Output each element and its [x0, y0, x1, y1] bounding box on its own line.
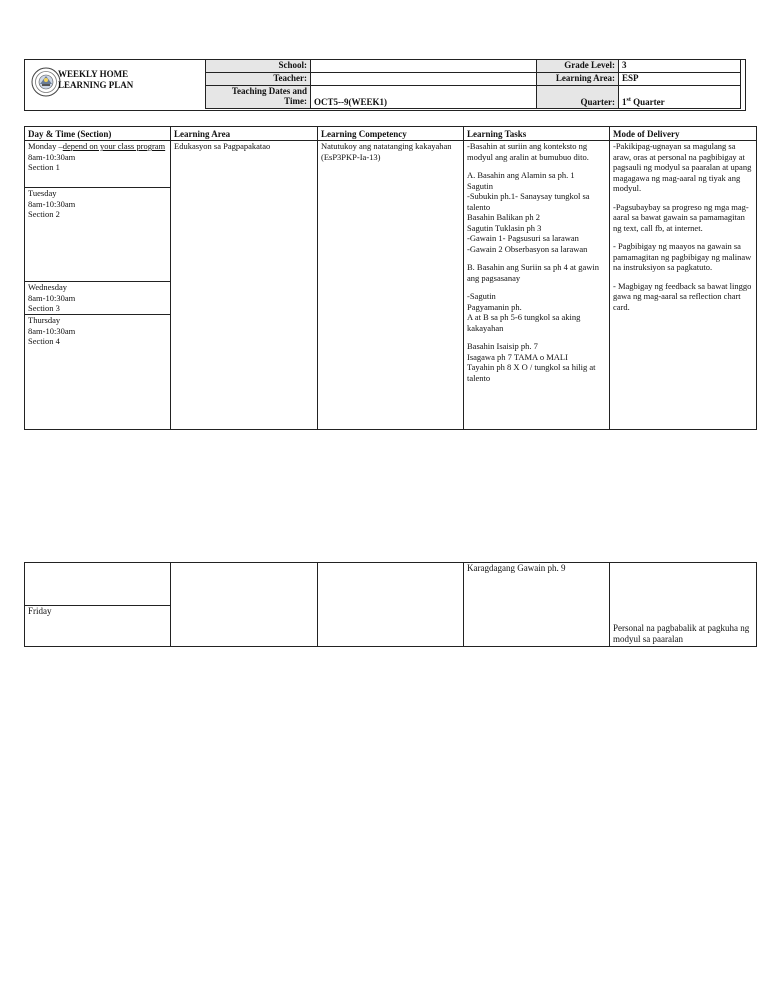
monday-section: Section 1	[28, 162, 60, 172]
quarter-suffix: st	[626, 97, 631, 103]
cell-monday	[25, 141, 171, 188]
quarter-text: Quarter	[630, 97, 665, 107]
grade-level-label: Grade Level:	[537, 60, 619, 73]
cell-friday-competency	[318, 563, 464, 647]
quarter-label: Quarter:	[537, 86, 619, 109]
task-line: Pagyamanin ph.	[467, 301, 522, 312]
task-line: -Subukin ph.1- Sanaysay tungkol sa talento	[467, 191, 590, 212]
delivery-line: -Pagsubaybay sa progreso ng mga mag-aaral sa bawat gawain sa pamamagitan ng text, call fb, at internet.	[613, 201, 749, 233]
task-line	[467, 254, 606, 262]
tuesday-time: 8am-10:30am	[28, 198, 76, 209]
task-line	[467, 283, 606, 291]
col-header-learning-competency: Learning Competency	[318, 127, 464, 141]
monday-label: Monday –	[28, 141, 63, 151]
cell-mode-of-delivery	[610, 141, 757, 430]
monday-time: 8am-10:30am	[28, 151, 76, 162]
delivery-line: - Pagbibigay ng maayos na gawain sa pamamagitan ng pagbibigay ng malinaw na instruksiyon sa pagkatuto.	[613, 241, 752, 272]
monday-note: depend on your class program	[62, 141, 166, 151]
cell-friday-delivery: Personal na pagbabalik at pagkuha ng modyul sa paaralan	[610, 563, 757, 647]
teacher-value	[311, 73, 537, 86]
quarter-value	[619, 86, 741, 109]
deped-seal-icon	[31, 67, 61, 97]
task-line: -Sagutin	[467, 291, 496, 301]
cell-tuesday	[25, 188, 171, 282]
teaching-dates-label-line1: Teaching Dates and	[231, 86, 307, 96]
teacher-label: Teacher:	[206, 73, 311, 86]
cell-friday-blank	[25, 563, 171, 606]
header-info-grid	[205, 59, 741, 109]
delivery-line	[613, 273, 753, 281]
delivery-line	[613, 194, 753, 202]
cell-learning-tasks	[464, 141, 610, 430]
teaching-dates-label	[206, 86, 311, 109]
learning-area-label: Learning Area:	[537, 73, 619, 86]
task-line	[467, 333, 606, 341]
thursday-label: Thursday	[28, 315, 61, 325]
task-line: A at B sa ph 5-6 tungkol sa aking kakayahan	[467, 312, 581, 333]
task-line: Tayahin ph 8 X O / tungkol sa hilig at talento	[467, 362, 596, 383]
task-line: -Basahin at suriin ang konteksto ng modyul ang aralin at bumubuo dito.	[467, 141, 589, 162]
weekly-plan-table	[24, 126, 757, 430]
task-line: -Gawain 1- Pagsusuri sa larawan	[467, 233, 579, 243]
quarter-number: 1	[622, 97, 627, 107]
header-title-line2: LEARNING PLAN	[58, 80, 134, 90]
col-header-mode-of-delivery: Mode of Delivery	[610, 127, 757, 141]
task-line: Basahin Balikan ph 2	[467, 212, 540, 222]
school-value	[311, 60, 537, 73]
wednesday-label: Wednesday	[28, 282, 67, 292]
header-title-line1: WEEKLY HOME	[58, 69, 129, 79]
thursday-time: 8am-10:30am	[28, 325, 76, 336]
cell-thursday	[25, 315, 171, 430]
task-line: -Gawain 2 Obserbasyon sa larawan	[467, 243, 588, 254]
task-line: Basahin Isaisip ph. 7	[467, 341, 538, 351]
task-line: Sagutin	[467, 180, 493, 191]
grade-level-value: 3	[619, 60, 741, 73]
col-header-learning-area: Learning Area	[171, 127, 318, 141]
wednesday-time: 8am-10:30am	[28, 292, 76, 303]
teaching-dates-value: OCT5--9(WEEK1)	[311, 86, 537, 109]
header-title-block	[24, 59, 206, 111]
cell-learning-area: Edukasyon sa Pagpapakatao	[171, 141, 318, 430]
friday-table	[24, 562, 757, 647]
tuesday-section: Section 2	[28, 209, 60, 219]
task-line: Sagutin Tuklasin ph 3	[467, 222, 542, 233]
teaching-dates-label-line2: Time:	[284, 96, 307, 106]
cell-wednesday	[25, 282, 171, 315]
delivery-line: -Pakikipag-ugnayan sa magulang sa araw, oras at personal na pagbibigay at pagsauli ng modyul sa paaralan at upang magagawa ng mag-aaral ng tiyak ang modyul.	[613, 141, 752, 193]
delivery-line	[613, 233, 753, 241]
table-header-row	[25, 127, 757, 141]
cell-learning-competency: Natutukoy ang natatanging kakayahan (EsP3PKP-Ia-13)	[318, 141, 464, 430]
task-line	[467, 162, 606, 170]
delivery-line: - Magbigay ng feedback sa bawat linggo gawa ng mag-aaral sa reflection chart card.	[613, 280, 752, 312]
cell-friday: Friday	[25, 606, 171, 647]
tuesday-label: Tuesday	[28, 188, 57, 198]
cell-friday-tasks: Karagdagang Gawain ph. 9	[464, 563, 610, 647]
task-line: Isagawa ph 7 TAMA o MALI	[467, 351, 568, 362]
thursday-section: Section 4	[28, 336, 60, 346]
school-label: School:	[206, 60, 311, 73]
learning-area-value: ESP	[619, 73, 741, 86]
task-line: A. Basahin ang Alamin sa ph. 1	[467, 170, 575, 180]
col-header-day-time: Day & Time (Section)	[25, 127, 171, 141]
cell-friday-learning-area	[171, 563, 318, 647]
task-line: B. Basahin ang Suriin sa ph 4 at gawin ang pagsasanay	[467, 262, 599, 283]
col-header-learning-tasks: Learning Tasks	[464, 127, 610, 141]
wednesday-section: Section 3	[28, 303, 60, 313]
